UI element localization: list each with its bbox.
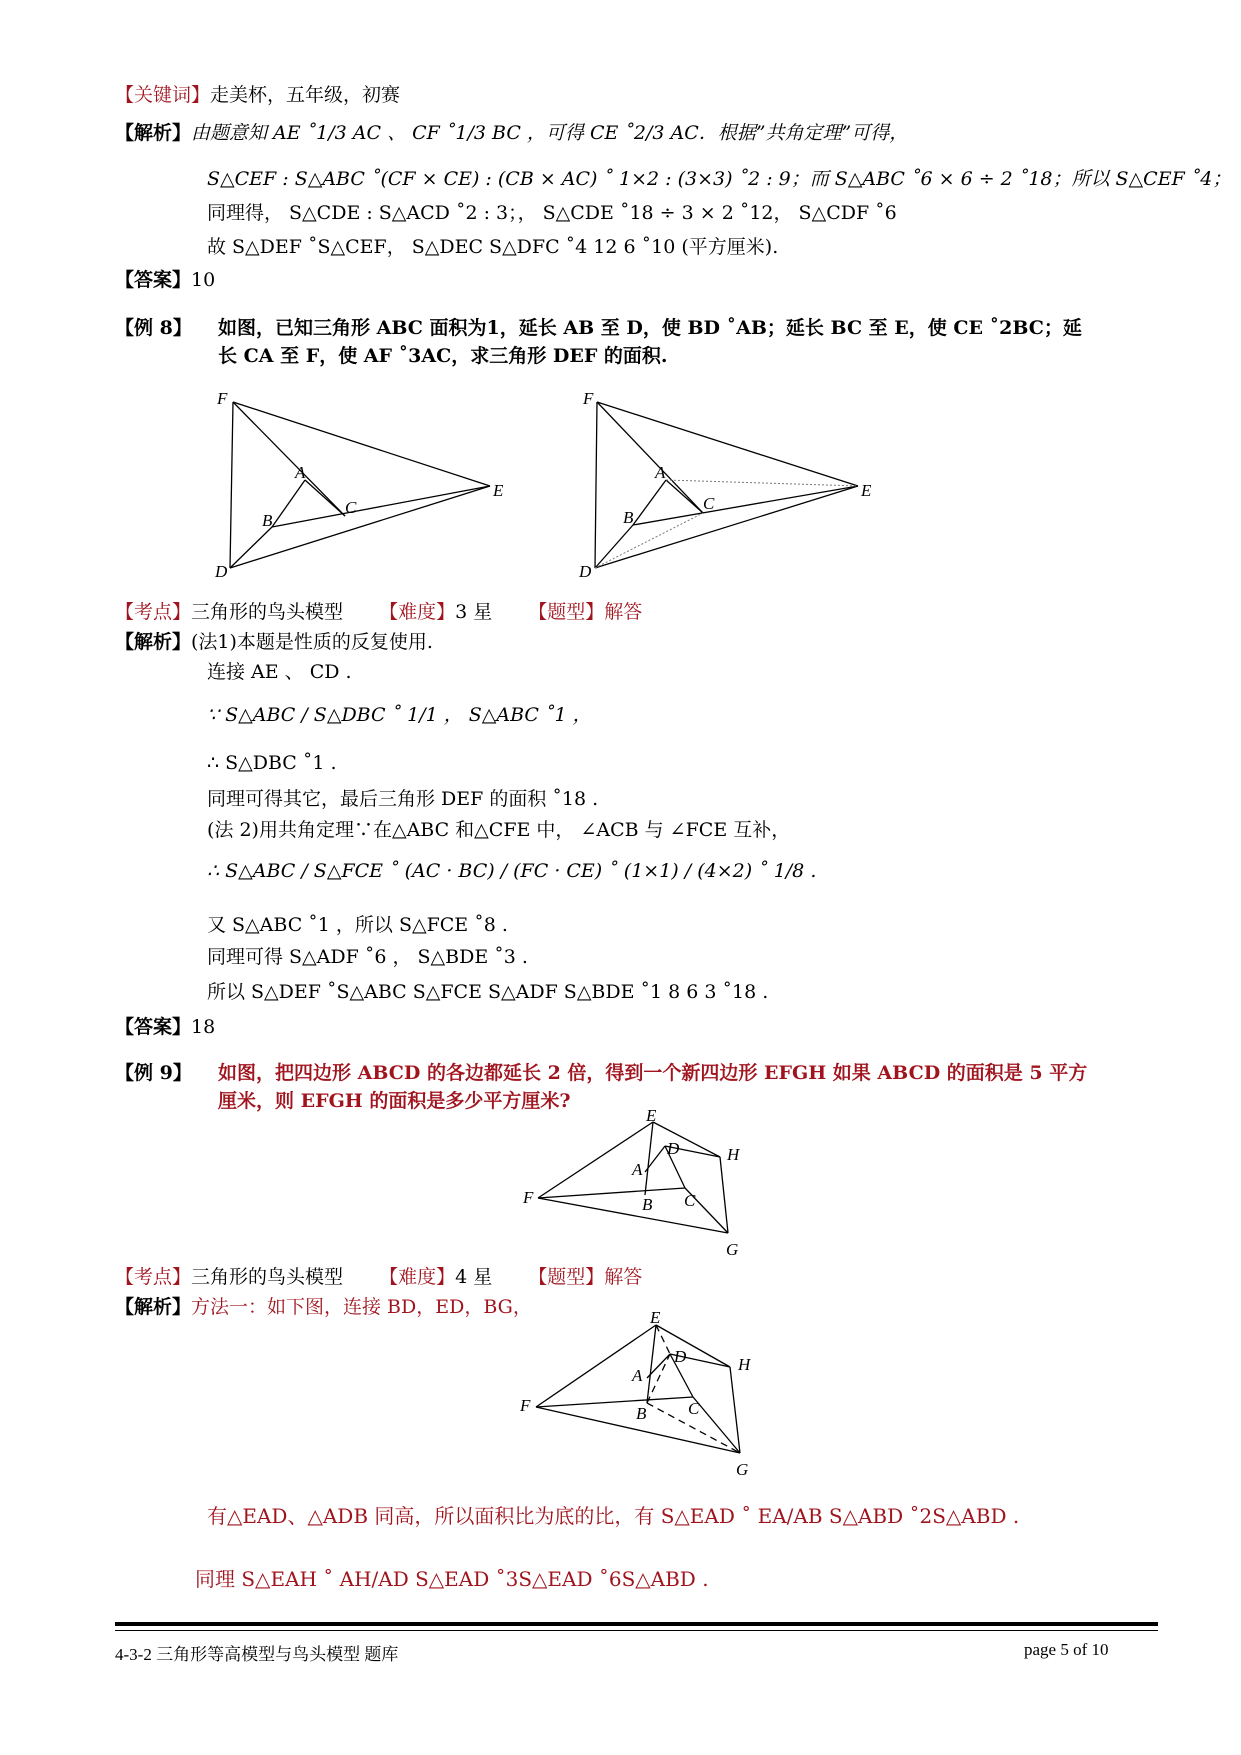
type-text: 解答 bbox=[604, 601, 643, 623]
example-9-analysis-1 bbox=[115, 1292, 532, 1319]
example-8-analysis-10: 所以 S△DEF ˚S△ABC S△FCE S△ADF S△BDE ˚1 8 6 3 ˚18 . bbox=[207, 981, 769, 1003]
example-8-question-2: 长 CA 至 F，使 AF ˚3AC，求三角形 DEF 的面积. bbox=[218, 345, 668, 367]
example-9-label: 【例 9】 bbox=[115, 1062, 192, 1084]
example-8-analysis-8: 又 S△ABC ˚1 ，所以 S△FCE ˚8 . bbox=[207, 914, 508, 936]
fig9-label-C: C bbox=[684, 1191, 696, 1210]
example-8-analysis-2: 连接 AE 、 CD . bbox=[207, 661, 352, 683]
fig9b-label-D: D bbox=[674, 1347, 687, 1366]
ex9-analysis-label: 【解析】 bbox=[115, 1296, 192, 1318]
fig8-right-label-D: D bbox=[579, 562, 592, 581]
footer-page-number: page 5 of 10 bbox=[1024, 1640, 1109, 1659]
fig9-label-E: E bbox=[646, 1106, 657, 1125]
example-8-analysis-4: ∴ S△DBC ˚1 . bbox=[207, 752, 337, 774]
analysis-text-1: 由题意知 AE ˚1/3 AC 、 CF ˚1/3 BC ，可得 CE ˚2/3 AC．根据”共角定理”可得， bbox=[191, 122, 909, 144]
fig9-label-A: A bbox=[632, 1160, 643, 1179]
fig8-left-label-B: B bbox=[262, 511, 273, 530]
example-8-answer bbox=[115, 1012, 215, 1039]
example-9-question-1: 如图，把四边形 ABCD 的各边都延长 2 倍，得到一个新四边形 EFGH 如果 ABCD 的面积是 5 平方 bbox=[218, 1062, 1088, 1084]
fig8-left-label-E: E bbox=[493, 481, 504, 500]
answer-line bbox=[115, 265, 215, 292]
example-8-analysis-label: 【解析】 bbox=[115, 631, 192, 653]
fig8-right-label-A: A bbox=[655, 463, 666, 482]
fig9b-label-E: E bbox=[650, 1308, 661, 1327]
answer-label: 【答案】 bbox=[115, 269, 192, 291]
type-label: 【题型】 bbox=[528, 601, 605, 623]
ex9-difficulty-text: 4 星 bbox=[455, 1266, 493, 1288]
example-9-analysis-3: 同理 S△EAH ˚ AH/AD S△EAD ˚3S△EAD ˚6S△ABD . bbox=[195, 1567, 709, 1591]
difficulty-label: 【难度】 bbox=[379, 601, 456, 623]
example-8-label: 【例 8】 bbox=[115, 317, 192, 339]
fig8-left-label-F: F bbox=[217, 389, 228, 408]
difficulty-text: 3 星 bbox=[455, 601, 493, 623]
ex9-type-label: 【题型】 bbox=[528, 1266, 605, 1288]
example-9-meta bbox=[115, 1262, 642, 1289]
analysis-line-2: S△CEF : S△ABC ˚(CF × CE) : (CB × AC) ˚ 1×2 : (3×3) ˚2 : 9；而 S△ABC ˚6 × 6 ÷ 2 ˚18；所以 S△CEF ˚4； bbox=[207, 168, 1232, 190]
analysis-line-1 bbox=[115, 118, 908, 145]
kaodian-label: 【考点】 bbox=[115, 601, 192, 623]
kaodian-text: 三角形的鸟头模型 bbox=[191, 601, 344, 623]
fig8-right-label-C: C bbox=[703, 494, 715, 513]
fig9b-label-C: C bbox=[688, 1399, 700, 1418]
example-8-answer-label: 【答案】 bbox=[115, 1016, 192, 1038]
example-8-analysis-9: 同理可得 S△ADF ˚6 ， S△BDE ˚3 . bbox=[207, 946, 528, 968]
footer-rule-thin bbox=[115, 1630, 1158, 1631]
analysis-line-3: 同理得， S△CDE : S△ACD ˚2 : 3；， S△CDE ˚18 ÷ 3 × 2 ˚12， S△CDF ˚6 bbox=[207, 202, 897, 224]
fig8-right-label-F: F bbox=[583, 389, 594, 408]
fig8-left-label-C: C bbox=[345, 498, 357, 517]
fig9-label-G: G bbox=[726, 1240, 739, 1259]
example-8-analysis-6: (法 2)用共角定理∵在△ABC 和△CFE 中， ∠ACB 与 ∠FCE 互补， bbox=[207, 819, 791, 841]
ex9-kaodian-label: 【考点】 bbox=[115, 1266, 192, 1288]
example-8-question-1: 如图，已知三角形 ABC 面积为1，延长 AB 至 D，使 BD ˚AB；延长 BC 至 E，使 CE ˚2BC；延 bbox=[218, 317, 1082, 339]
fig9-label-B: B bbox=[642, 1195, 653, 1214]
ex9-type-text: 解答 bbox=[604, 1266, 643, 1288]
keywords-text: 走美杯，五年级，初赛 bbox=[210, 84, 401, 106]
figure-8-right bbox=[575, 390, 875, 580]
answer-value: 10 bbox=[191, 269, 216, 291]
fig9b-label-F: F bbox=[520, 1396, 531, 1415]
analysis-line-4: 故 S△DEF ˚S△CEF， S△DEC S△DFC ˚4 12 6 ˚10 (平方厘米). bbox=[207, 236, 779, 258]
keywords-line bbox=[115, 80, 400, 107]
example-8-meta bbox=[115, 597, 642, 624]
fig9-label-F: F bbox=[523, 1188, 534, 1207]
example-9-question-2: 厘米，则 EFGH 的面积是多少平方厘米? bbox=[218, 1090, 571, 1112]
ex9-method-1: 方法一：如下图，连接 BD，ED，BG， bbox=[191, 1296, 532, 1318]
fig9-label-D: D bbox=[667, 1139, 680, 1158]
fig9-label-H: H bbox=[727, 1145, 740, 1164]
fig9b-label-H: H bbox=[738, 1355, 751, 1374]
fig8-left-label-A: A bbox=[295, 463, 306, 482]
fig8-left-label-D: D bbox=[215, 562, 228, 581]
example-8-analysis-3: ∵ S△ABC / S△DBC ˚ 1/1 ， S△ABC ˚1 ， bbox=[207, 704, 592, 726]
example-8-answer-value: 18 bbox=[191, 1016, 216, 1038]
fig8-right-label-E: E bbox=[861, 481, 872, 500]
fig9b-label-B: B bbox=[636, 1404, 647, 1423]
footer-left: 4-3-2 三角形等高模型与鸟头模型 题库 bbox=[115, 1645, 399, 1664]
fig9b-label-A: A bbox=[632, 1366, 643, 1385]
ex9-kaodian-text: 三角形的鸟头模型 bbox=[191, 1266, 344, 1288]
figure-8-left bbox=[205, 390, 505, 580]
example-8-analysis-text-1: (法1)本题是性质的反复使用. bbox=[191, 631, 433, 653]
figure-9-top bbox=[520, 1106, 760, 1260]
fig8-right-label-B: B bbox=[623, 508, 634, 527]
example-8-analysis-5: 同理可得其它，最后三角形 DEF 的面积 ˚18 . bbox=[207, 788, 599, 810]
figure-9-bottom bbox=[510, 1310, 770, 1480]
footer-rule-thick bbox=[115, 1622, 1158, 1626]
example-8-analysis-7: ∴ S△ABC / S△FCE ˚ (AC · BC) / (FC · CE) ˚ (1×1) / (4×2) ˚ 1/8 . bbox=[207, 860, 817, 882]
example-8-analysis-1 bbox=[115, 627, 433, 654]
ex9-difficulty-label: 【难度】 bbox=[379, 1266, 456, 1288]
analysis-label: 【解析】 bbox=[115, 122, 192, 144]
fig9b-label-G: G bbox=[736, 1460, 749, 1479]
example-9-analysis-2: 有△EAD、△ADB 同高，所以面积比为底的比，有 S△EAD ˚ EA/AB S△ABD ˚2S△ABD . bbox=[207, 1504, 1020, 1528]
keywords-label: 【关键词】 bbox=[115, 84, 211, 106]
